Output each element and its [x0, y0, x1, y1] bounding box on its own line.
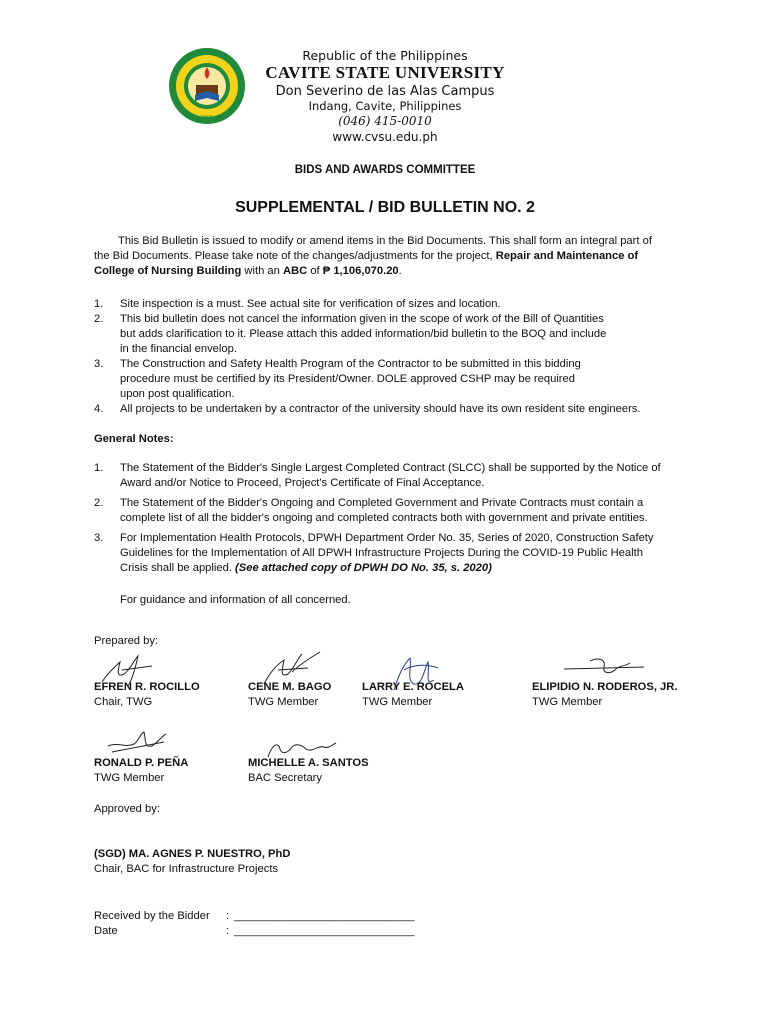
date-label: Date	[94, 925, 118, 937]
signatory-role: TWG Member	[94, 772, 165, 784]
note-text: complete list of all the bidder's ongoing and completed contracts both with government and private entities.	[120, 512, 648, 524]
item-number: 3.	[94, 358, 104, 370]
general-notes-heading: General Notes:	[94, 433, 174, 445]
item-text: This bid bulletin does not cancel the information given in the scope of work of the Bill of Quantities	[120, 313, 604, 325]
university-name: CAVITE STATE UNIVERSITY	[265, 63, 505, 82]
item-number: 1.	[94, 298, 104, 310]
signatory-role: TWG Member	[362, 696, 433, 708]
signatory-name: CENE M. BAGO	[248, 681, 332, 693]
note-text: Guidelines for the Implementation of All DPWH Infrastructure Projects During the COVID-19 Public Health	[120, 547, 643, 559]
item-text: upon post qualification.	[120, 388, 235, 400]
website-link: www.cvsu.edu.ph	[332, 130, 438, 144]
note-text: The Statement of the Bidder's Single Largest Completed Contract (SLCC) shall be supported by the Notice of	[120, 462, 661, 474]
republic-line: Republic of the Philippines	[302, 48, 468, 63]
signature-scribble	[560, 655, 650, 683]
item-text: All projects to be undertaken by a contractor of the university should have its own resident site engineers.	[120, 403, 641, 415]
note-number: 3.	[94, 532, 104, 544]
item-number: 2.	[94, 313, 104, 325]
approver-name: (SGD) MA. AGNES P. NUESTRO, PhD	[94, 848, 291, 860]
approver-role: Chair, BAC for Infrastructure Projects	[94, 863, 279, 875]
note-text: Crisis shall be applied. (See attached copy of DPWH DO No. 35, s. 2020)	[120, 562, 492, 574]
signatory-name: RONALD P. PEÑA	[94, 757, 189, 769]
campus-name: Don Severino de las Alas Campus	[275, 84, 495, 99]
intro-line-1: This Bid Bulletin is issued to modify or amend items in the Bid Documents. This shall form an integral part of	[118, 235, 652, 247]
bulletin-title: SUPPLEMENTAL / BID BULLETIN NO. 2	[235, 199, 535, 216]
committee-heading: BIDS AND AWARDS COMMITTEE	[294, 164, 476, 176]
intro-line-3: College of Nursing Building with an ABC of ₱ 1,106,070.20.	[94, 265, 402, 277]
signatory-name: MICHELLE A. SANTOS	[248, 757, 369, 769]
guidance-text: For guidance and information of all concerned.	[120, 594, 351, 606]
item-text: Site inspection is a must. See actual site for verification of sizes and location.	[120, 298, 501, 310]
signatory-role: TWG Member	[248, 696, 319, 708]
phone-number: (046) 415-0010	[338, 114, 432, 128]
town-address: Indang, Cavite, Philippines	[308, 99, 462, 113]
item-text: in the financial envelop.	[120, 343, 237, 355]
item-text: The Construction and Safety Health Program of the Contractor to be submitted in this bidding	[120, 358, 581, 370]
date-colon: :	[226, 925, 230, 937]
item-text: procedure must be certified by its President/Owner. DOLE approved CSHP may be required	[120, 373, 575, 385]
note-text: Award and/or Notice to Proceed, Project's Certificate of Final Acceptance.	[120, 477, 485, 489]
signatory-name: EFREN R. ROCILLO	[94, 681, 200, 693]
signatory-role: TWG Member	[532, 696, 603, 708]
prepared-by-label: Prepared by:	[94, 635, 159, 647]
item-text: but adds clarification to it. Please attach this added information/bid bulletin to the BOQ and include	[120, 328, 607, 340]
signature-scribble	[104, 728, 174, 758]
received-label: Received by the Bidder	[94, 910, 210, 922]
received-blank-line: _____________________________	[234, 910, 415, 922]
note-number: 1.	[94, 462, 104, 474]
date-blank-line: _____________________________	[234, 925, 415, 937]
received-colon: :	[226, 910, 230, 922]
signatory-role: BAC Secretary	[248, 772, 322, 784]
intro-line-2: the Bid Documents. Please take note of the changes/adjustments for the project, Repair and Maintenance of	[94, 250, 639, 262]
signatory-role: Chair, TWG	[94, 696, 153, 708]
approved-by-label: Approved by:	[94, 803, 160, 815]
note-text: For Implementation Health Protocols, DPWH Department Order No. 35, Series of 2020, Construction Safety	[120, 532, 654, 544]
signatory-name: ELIPIDIO N. RODEROS, JR.	[532, 681, 678, 693]
signatory-name: LARRY E. ROCELA	[362, 681, 464, 693]
item-number: 4.	[94, 403, 104, 415]
note-number: 2.	[94, 497, 104, 509]
svg-text:1906: 1906	[200, 115, 214, 121]
note-text: The Statement of the Bidder's Ongoing and Completed Government and Private Contracts must contain a	[120, 497, 644, 509]
